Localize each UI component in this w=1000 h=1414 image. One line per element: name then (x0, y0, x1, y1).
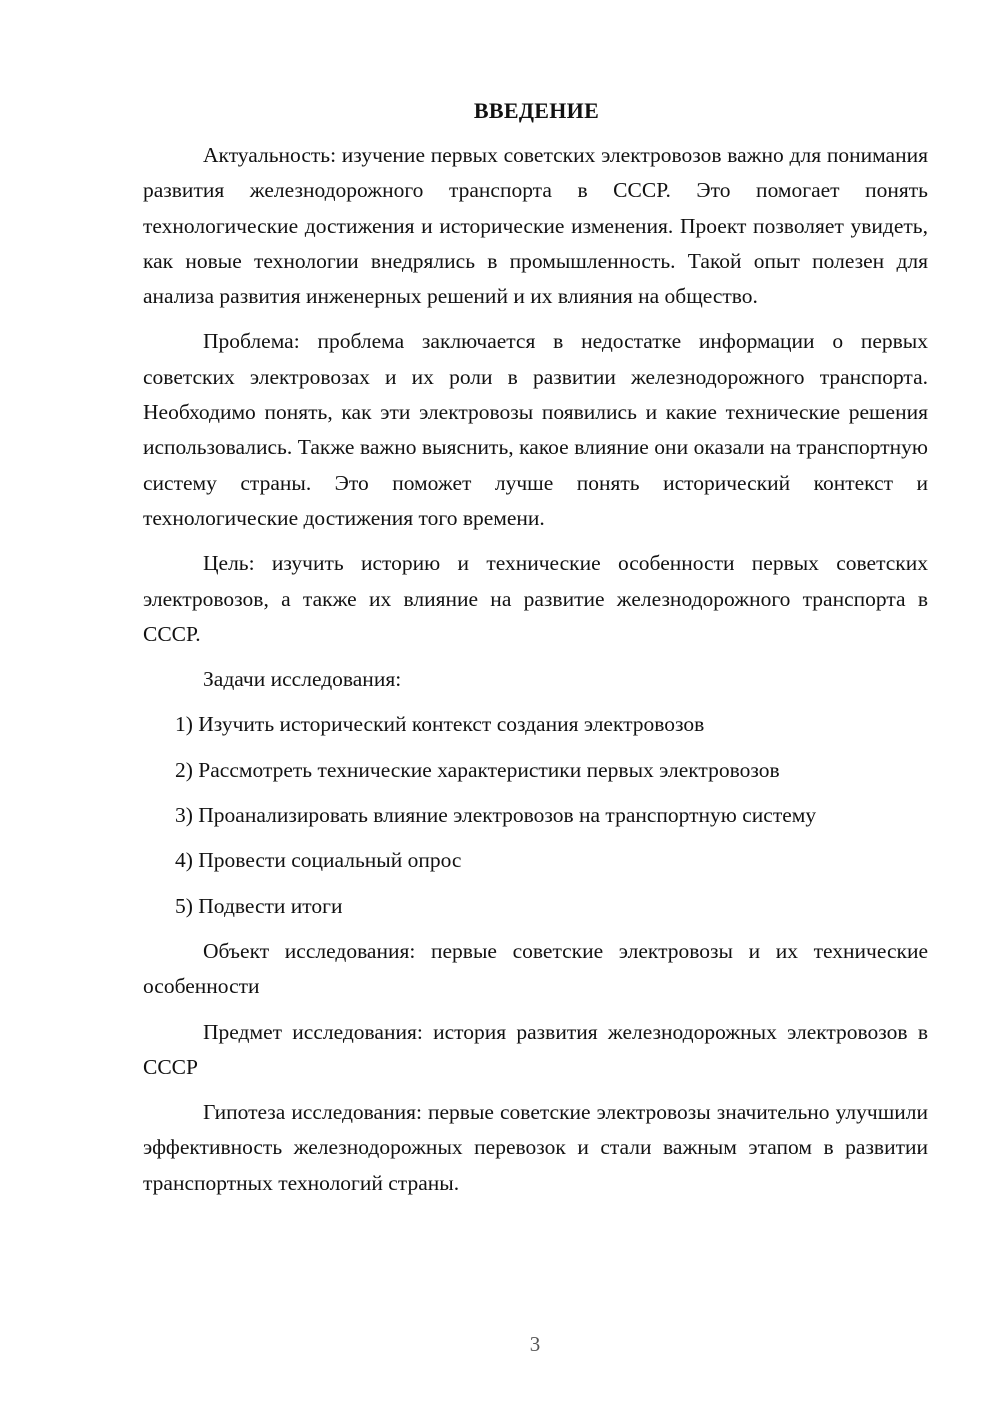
document-page (143, 96, 928, 1201)
paragraph-subject: Предмет исследования: история развития железнодорожных электровозов в СССР (143, 1019, 928, 1079)
task-item: 2) Рассмотреть технические характеристики первых электровозов (175, 757, 780, 782)
task-item: 1) Изучить исторический контекст создания электровозов (175, 712, 705, 737)
tasks-list (143, 707, 928, 923)
task-item: 3) Проанализировать влияние электровозов на транспортную систему (175, 803, 817, 828)
paragraph-goal: Цель: изучить историю и технические особенности первых советских электровозов, а также их влияние на развитие железнодорожного транспорта в СССР. (143, 551, 928, 646)
paragraph-hypothesis: Гипотеза исследования: первые советские электровозы значительно улучшили эффективность железнодорожных перевозок и стали важным этапом в развитии транспортных технологий страны. (143, 1100, 928, 1195)
tasks-title: Задачи исследования: (203, 667, 402, 692)
paragraph-relevance: Актуальность: изучение первых советских электровозов важно для понимания развития железнодорожного транспорта в СССР. Это помогает понять технологические достижения и исторические изменения. Проект позволяет увидеть, как новые технологии внедрялись в промышленность. Такой опыт полезен для анализа развития инженерных решений и их влияния на общество. (143, 143, 928, 309)
task-item: 5) Подвести итоги (175, 893, 343, 918)
page-number: 3 (529, 1332, 541, 1356)
paragraph-object: Объект исследования: первые советские электровозы и их технические особенности (143, 938, 928, 999)
section-heading: ВВЕДЕНИЕ (473, 98, 600, 123)
task-item: 4) Провести социальный опрос (175, 848, 462, 873)
paragraph-problem: Проблема: проблема заключается в недостатке информации о первых советских электровозах и их роли в развитии железнодорожного транспорта. Необходимо понять, как эти электровозы появились и какие технические решения использовались. Также важно выяснить, какое влияние они оказали на транспортную систему страны. Это поможет лучше понять исторический контекст и технологические достижения того времени. (143, 329, 928, 530)
